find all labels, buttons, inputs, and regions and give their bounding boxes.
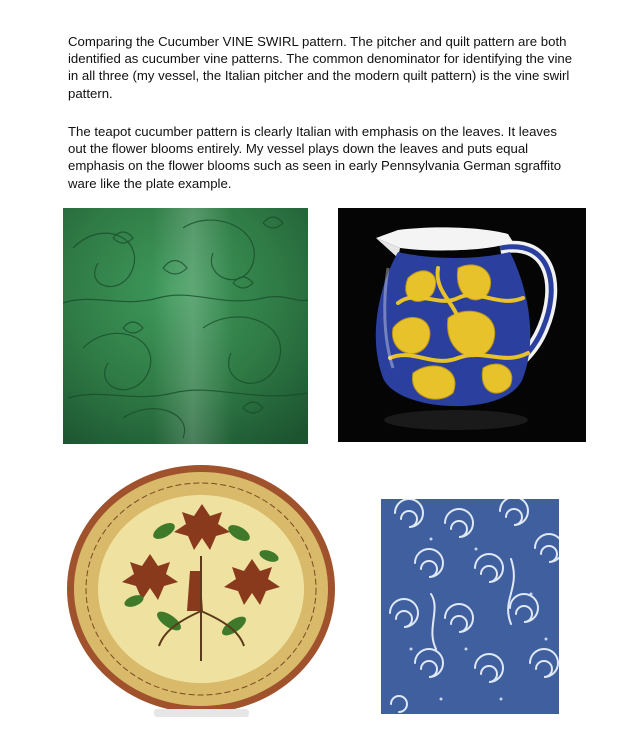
quilt-fabric-photo (381, 499, 559, 714)
italian-pitcher-photo (338, 208, 586, 442)
sgraffito-plate-photo (64, 461, 339, 723)
green-vessel-photo (63, 208, 308, 444)
paragraph-vine-swirl-comparison: Comparing the Cucumber VINE SWIRL pattern. The pitcher and quilt pattern are both identified as cucumber vine patterns. The common denominator for identifying the vine in all three (my vessel, the Italian pitcher and the modern quilt pattern) is the vine swirl pattern. (68, 34, 573, 101)
paragraph-teapot-pattern: The teapot cucumber pattern is clearly Italian with emphasis on the leaves. It leaves out the flower blooms entirely. My vessel plays down the leaves and puts equal emphasis on the flower blooms such as seen in early Pennsylvania German sgraffito ware like the plate example. (68, 124, 562, 191)
